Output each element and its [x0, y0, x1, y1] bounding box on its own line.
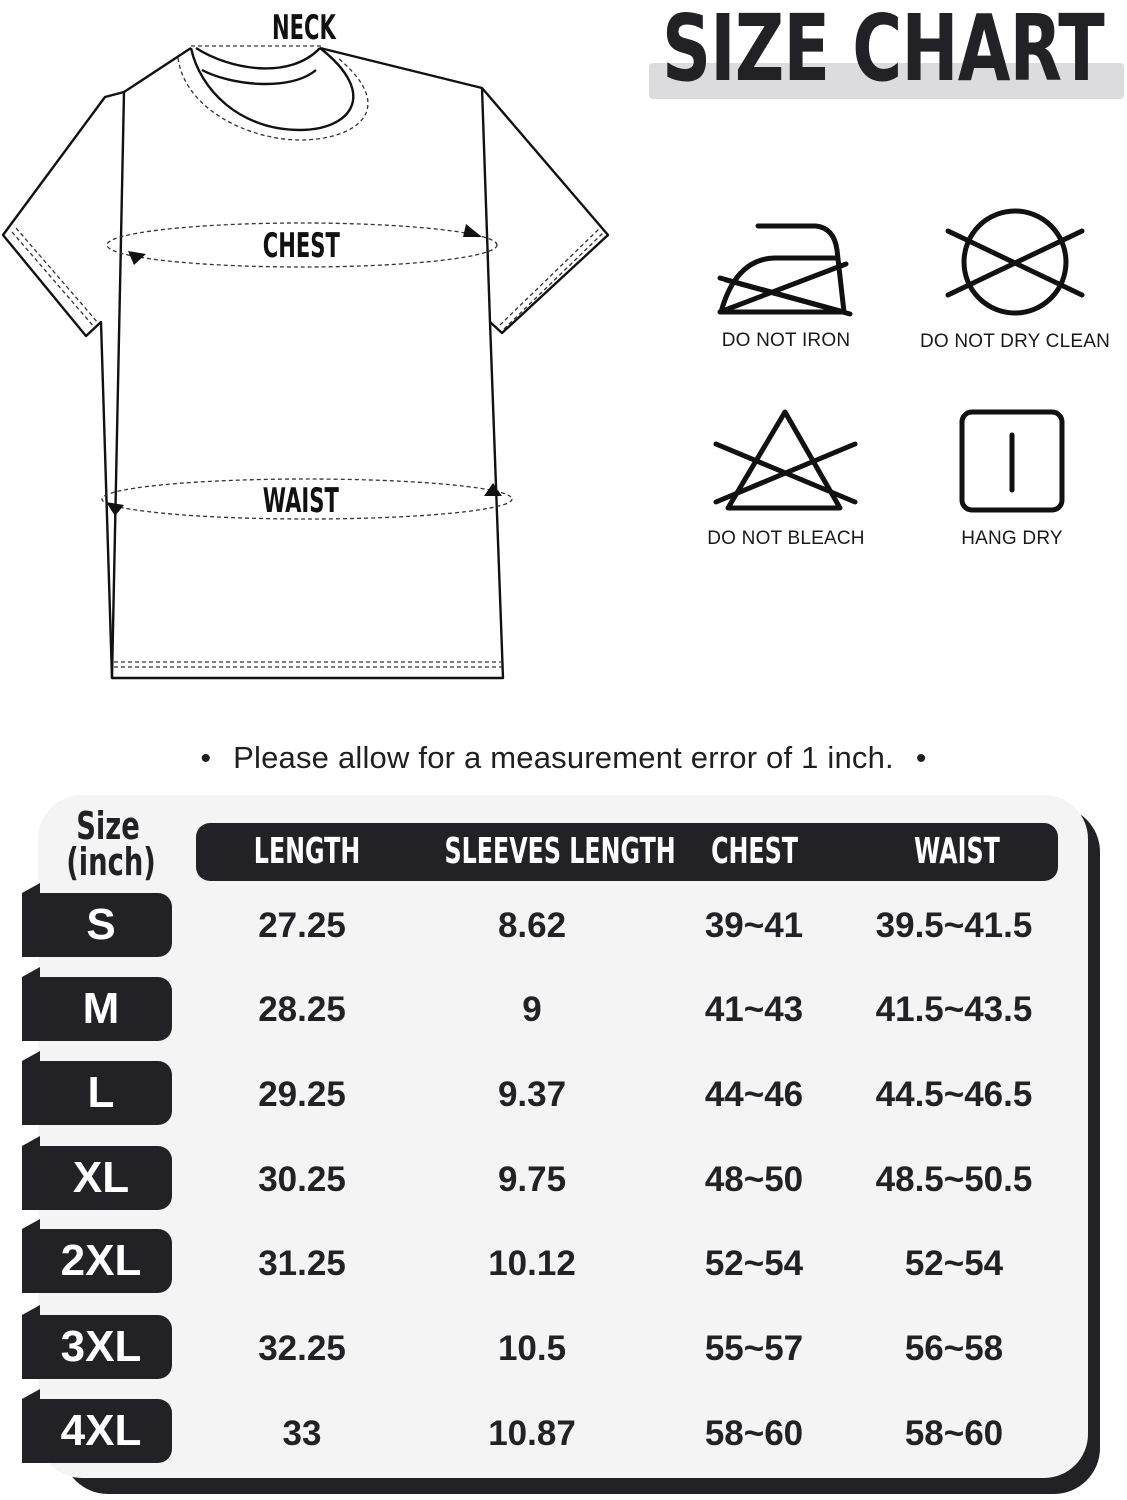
cell-chest: 58~60 [704, 1414, 804, 1453]
cell-length: 31.25 [258, 1244, 346, 1283]
size-label: 3XL [60, 1322, 142, 1371]
cell-waist: 52~54 [904, 1244, 1004, 1283]
care-label: DO NOT DRY CLEAN [919, 331, 1111, 352]
hang-dry-icon [958, 408, 1066, 514]
do-not-dry-clean-icon [942, 207, 1088, 319]
size-label: 2XL [60, 1236, 142, 1285]
column-header-chest: CHEST [711, 831, 798, 872]
cell-waist: 48.5~50.5 [875, 1160, 1033, 1199]
size-label: XL [72, 1153, 130, 1202]
chest-label: CHEST [262, 226, 340, 266]
neck-label: NECK [272, 8, 336, 48]
bullet-icon: • [200, 742, 212, 775]
measurement-note [0, 740, 1127, 776]
tshirt-diagram [0, 0, 620, 700]
cell-length: 27.25 [258, 906, 346, 945]
cell-chest: 52~54 [704, 1244, 804, 1283]
cell-length: 29.25 [258, 1075, 346, 1114]
care-do-not-dry-clean [900, 207, 1127, 353]
unit-header-label: (inch) [66, 840, 156, 884]
do-not-bleach-icon [713, 408, 859, 514]
cell-sleeves: 10.87 [488, 1414, 576, 1453]
column-header-waist: WAIST [914, 831, 1000, 872]
do-not-iron-icon [716, 222, 856, 318]
cell-sleeves: 9.75 [497, 1160, 567, 1199]
size-tab-2xl [22, 1229, 172, 1293]
size-tab-4xl [22, 1399, 172, 1463]
column-header-sleeves-length: SLEEVES LENGTH [444, 831, 676, 872]
size-label: L [87, 1068, 115, 1117]
cell-waist: 41.5~43.5 [875, 990, 1033, 1029]
care-do-not-bleach [671, 408, 901, 550]
size-tab-xl [22, 1146, 172, 1210]
page-title: SIZE CHART [662, 0, 1104, 102]
cell-length: 33 [282, 1414, 322, 1453]
size-label: S [86, 900, 116, 949]
cell-waist: 39.5~41.5 [875, 906, 1033, 945]
cell-length: 30.25 [258, 1160, 346, 1199]
bullet-icon: • [915, 742, 927, 775]
column-header-length: LENGTH [253, 831, 361, 872]
cell-sleeves: 9.37 [497, 1075, 567, 1114]
cell-sleeves: 8.62 [497, 906, 567, 945]
waist-label: WAIST [262, 481, 339, 521]
cell-length: 32.25 [258, 1329, 346, 1368]
cell-chest: 39~41 [704, 906, 804, 945]
cell-chest: 55~57 [704, 1329, 804, 1368]
cell-waist: 56~58 [904, 1329, 1004, 1368]
size-label: M [82, 984, 120, 1033]
cell-waist: 44.5~46.5 [875, 1075, 1033, 1114]
cell-chest: 41~43 [704, 990, 804, 1029]
size-unit-header [66, 804, 156, 884]
size-label: 4XL [60, 1406, 142, 1455]
care-label: HANG DRY [961, 528, 1063, 549]
cell-chest: 48~50 [704, 1160, 804, 1199]
cell-sleeves: 9 [522, 990, 542, 1029]
cell-length: 28.25 [258, 990, 346, 1029]
note-text: Please allow for a measurement error of 1 inch. [233, 740, 894, 775]
care-label: DO NOT IRON [721, 330, 851, 351]
size-tab-m [22, 977, 172, 1041]
size-tab-s [22, 893, 172, 957]
care-do-not-iron [671, 222, 901, 352]
cell-sleeves: 10.5 [497, 1329, 567, 1368]
cell-waist: 58~60 [904, 1414, 1004, 1453]
cell-sleeves: 10.12 [488, 1244, 576, 1283]
size-header-label: Size [76, 804, 140, 848]
cell-chest: 44~46 [704, 1075, 804, 1114]
size-tab-3xl [22, 1315, 172, 1379]
size-tab-l [22, 1061, 172, 1125]
care-hang-dry [897, 408, 1127, 550]
care-label: DO NOT BLEACH [707, 528, 865, 549]
